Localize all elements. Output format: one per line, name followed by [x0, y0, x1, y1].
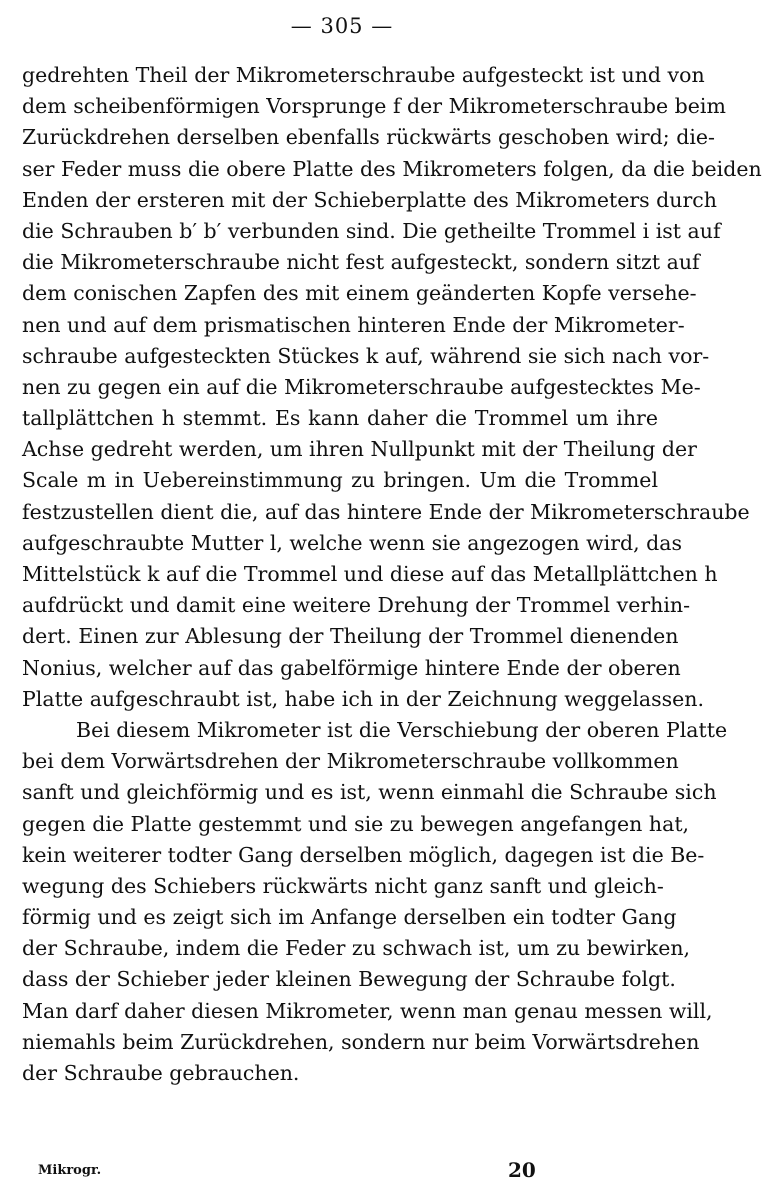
text-line: Zurückdrehen derselben ebenfalls rückwärts geschoben wird; die-	[22, 125, 715, 150]
text-line: der Schraube, indem die Feder zu schwach ist, um zu bewirken,	[22, 936, 691, 961]
text-line: tallplättchen h stemmt. Es kann daher die Trommel um ihre	[22, 406, 658, 431]
text-line: gegen die Platte gestemmt und sie zu bewegen angefangen hat,	[22, 811, 690, 836]
text-line: Man darf daher diesen Mikrometer, wenn man genau messen will,	[22, 998, 713, 1023]
text-line: Scale m in Uebereinstimmung zu bringen. Um die Trommel	[22, 468, 658, 493]
text-line: Mittelstück k auf die Trommel und diese auf das Metallplättchen h	[22, 562, 718, 586]
text-line: dert. Einen zur Ablesung der Theilung der Trommel dienenden	[22, 624, 679, 649]
text-line: aufdrückt und damit eine weitere Drehung der Trommel verhin-	[22, 593, 691, 618]
text-line: der Schraube gebrauchen.	[22, 1061, 300, 1085]
text-line: nen zu gegen ein auf die Mikrometerschraube aufgestecktes Me-	[22, 374, 701, 399]
text-line: Bei diesem Mikrometer ist die Verschiebung der oberen Platte	[76, 717, 728, 742]
body-text	[22, 60, 762, 1089]
text-line: niemahls beim Zurückdrehen, sondern nur beim Vorwärtsdrehen	[22, 1029, 700, 1054]
text-line: ser Feder muss die obere Platte des Mikrometers folgen, da die beiden	[22, 156, 762, 181]
text-line: Achse gedreht werden, um ihren Nullpunkt mit der Theilung der	[22, 437, 697, 462]
text-line: förmig und es zeigt sich im Anfange derselben ein todter Gang	[22, 905, 677, 930]
page-number: — 305 —	[290, 14, 394, 38]
text-line: Enden der ersteren mit der Schieberplatte des Mikrometers durch	[22, 187, 717, 212]
text-line: die Mikrometerschraube nicht fest aufgesteckt, sondern sitzt auf	[22, 250, 700, 275]
text-line: gedrehten Theil der Mikrometerschraube aufgesteckt ist und von	[22, 63, 705, 87]
text-line: kein weiterer todter Gang derselben möglich, dagegen ist die Be-	[22, 842, 705, 867]
text-line: dem conischen Zapfen des mit einem geänderten Kopfe versehe-	[22, 281, 697, 306]
text-line: schraube aufgesteckten Stückes k auf, während sie sich nach vor-	[22, 343, 710, 368]
sheet-number: 20	[508, 1158, 536, 1182]
signature-mark: Mikrogr.	[38, 1163, 102, 1178]
text-line: dass der Schieber jeder kleinen Bewegung der Schraube folgt.	[22, 967, 676, 992]
text-line: aufgeschraubte Mutter l, welche wenn sie angezogen wird, das	[22, 530, 683, 555]
text-line: dem scheibenförmigen Vorsprunge f der Mikrometerschraube beim	[22, 94, 726, 119]
text-line: bei dem Vorwärtsdrehen der Mikrometerschraube vollkommen	[22, 749, 679, 774]
text-line: sanft und gleichförmig und es ist, wenn einmahl die Schraube sich	[22, 780, 717, 805]
text-line: nen und auf dem prismatischen hinteren Ende der Mikrometer-	[22, 312, 685, 337]
text-line: die Schrauben b′ b′ verbunden sind. Die getheilte Trommel i ist auf	[22, 218, 721, 243]
text-line: festzustellen dient die, auf das hintere Ende der Mikrometerschraube	[22, 499, 750, 524]
text-line: Nonius, welcher auf das gabelförmige hintere Ende der oberen	[22, 655, 681, 680]
text-line: wegung des Schiebers rückwärts nicht ganz sanft und gleich-	[22, 873, 664, 898]
text-line: Platte aufgeschraubt ist, habe ich in der Zeichnung weggelassen.	[22, 686, 705, 711]
